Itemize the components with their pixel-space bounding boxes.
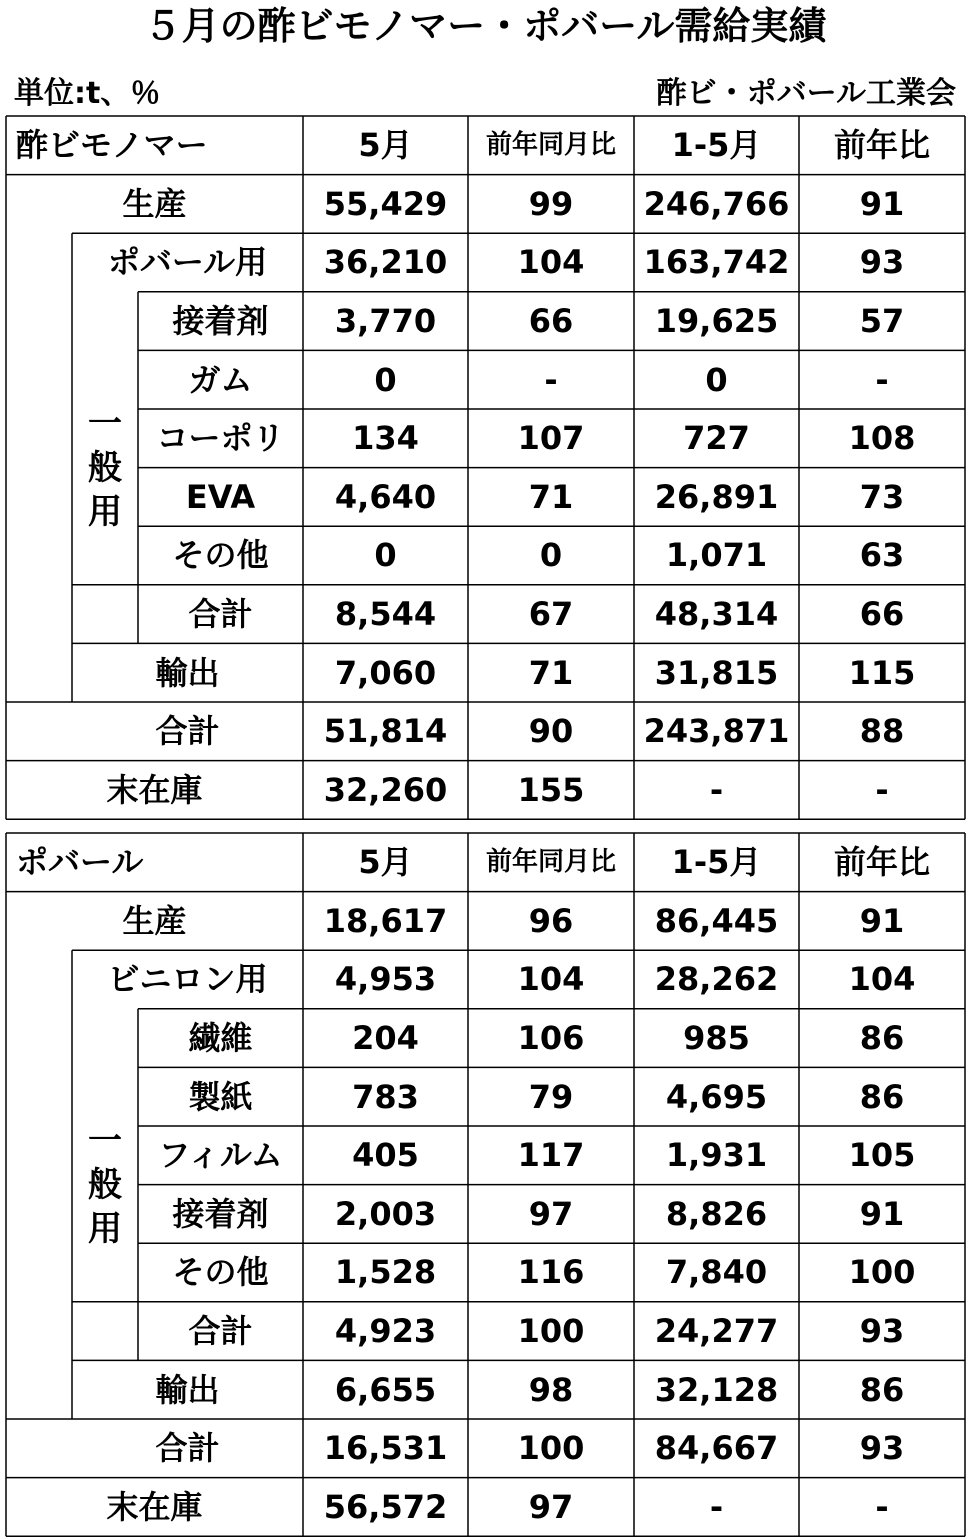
pva-row-value: 405: [352, 1136, 419, 1175]
vam-row-value: -: [875, 360, 889, 399]
vam-row-value: 32,260: [323, 770, 448, 809]
vam-row-value: 727: [683, 419, 750, 458]
pva-header-3: 前年比: [833, 843, 930, 882]
pva-header-2: 1-5月: [671, 843, 762, 882]
pva-row-value: 7,840: [665, 1253, 768, 1292]
pva-row-value: 985: [683, 1019, 750, 1058]
pva-row-value: 18,617: [323, 901, 448, 940]
pva-row-value: 86: [859, 1370, 905, 1409]
pva-row-value: 4,695: [665, 1077, 768, 1116]
vam-row-value: 71: [528, 477, 574, 516]
vam-group-label-char: 般: [88, 447, 122, 488]
pva-row-value: 204: [352, 1019, 419, 1058]
vam-row-value: 88: [859, 712, 905, 751]
pva-row-label: その他: [172, 1253, 269, 1292]
vam-row-value: 26,891: [654, 477, 779, 516]
vam-row-value: 51,814: [323, 712, 448, 751]
pva-row-value: 91: [859, 901, 905, 940]
pva-row-value: 32,128: [654, 1370, 779, 1409]
pva-row-label: 輸出: [155, 1370, 220, 1409]
vam-header-0: 5月: [358, 126, 413, 165]
pva-row-value: 117: [517, 1136, 585, 1175]
vam-row-value: 115: [848, 653, 916, 692]
vam-row-value: 0: [374, 536, 397, 575]
pva-row-value: 1,528: [334, 1253, 437, 1292]
vam-group-label-char: 一: [88, 403, 122, 444]
vam-row-label: コーポリ: [156, 419, 285, 458]
vam-row-value: 31,815: [654, 653, 779, 692]
pva-row-value: -: [709, 1487, 724, 1526]
pva-row-value: 100: [848, 1253, 916, 1292]
vam-row-label: その他: [172, 536, 269, 575]
vam-row-value: 66: [859, 595, 905, 634]
pva-row-value: 2,003: [334, 1194, 437, 1233]
vam-row-label: EVA: [185, 477, 256, 516]
vam-row-value: 246,766: [643, 184, 790, 223]
pva-row-value: 84,667: [654, 1429, 779, 1468]
vam-row-value: 163,742: [643, 243, 790, 282]
vam-header-2: 1-5月: [671, 126, 762, 165]
pva-row-value: 56,572: [323, 1487, 448, 1526]
pva-row-value: 86: [859, 1077, 905, 1116]
vam-row-value: 243,871: [643, 712, 790, 751]
vam-row-value: -: [544, 360, 558, 399]
pva-row-value: 105: [848, 1136, 916, 1175]
unit-label: 単位:t、％: [14, 76, 161, 111]
pva-row-value: 6,655: [334, 1370, 437, 1409]
pva-row-value: 79: [528, 1077, 574, 1116]
pva-row-value: 8,826: [665, 1194, 768, 1233]
vam-row-value: 55,429: [323, 184, 448, 223]
pva-row-value: 104: [517, 960, 585, 999]
vam-row-value: 90: [528, 712, 574, 751]
vam-row-value: 66: [528, 302, 574, 341]
vam-row-value: 8,544: [334, 595, 437, 634]
vam-row-value: 48,314: [654, 595, 779, 634]
pva-row-value: 86: [859, 1019, 905, 1058]
pva-group-label: [72, 1009, 138, 1361]
vam-row-value: 0: [705, 360, 728, 399]
pva-row-value: 116: [517, 1253, 585, 1292]
vam-header-3: 前年比: [833, 126, 930, 165]
pva-row-value: 783: [352, 1077, 419, 1116]
vam-row-label: ガム: [188, 360, 253, 399]
vam-row-value: 155: [517, 770, 585, 809]
pva-row-value: 86,445: [654, 901, 779, 940]
vam-row-label: 接着剤: [172, 302, 269, 341]
vam-row-value: 19,625: [654, 302, 779, 341]
vam-row-value: 4,640: [334, 477, 437, 516]
vam-group-label-char: 用: [88, 491, 122, 532]
pva-row-value: 100: [517, 1429, 585, 1468]
vam-row-value: 36,210: [323, 243, 448, 282]
vam-row-value: 108: [848, 419, 916, 458]
pva-group-label-char: 一: [88, 1120, 122, 1161]
vam-row-value: 1,071: [665, 536, 768, 575]
vam-header-1: 前年同月比: [485, 130, 616, 161]
pva-row-label: 合計: [188, 1312, 253, 1351]
vam-row-label: 合計: [188, 595, 253, 634]
vam-row-label: 輸出: [155, 653, 220, 692]
vam-row-label: ポバール用: [107, 243, 268, 282]
vam-row-value: 104: [517, 243, 585, 282]
pva-row-label: ビニロン用: [107, 960, 268, 999]
pva-group-label-char: 般: [88, 1164, 122, 1205]
vam-row-value: 57: [859, 302, 905, 341]
vam-row-value: 91: [859, 184, 905, 223]
pva-section-name: ポバール: [16, 843, 144, 882]
pva-row-label: 末在庫: [106, 1487, 203, 1526]
pva-row-label: 製紙: [188, 1077, 253, 1116]
vam-row-value: 0: [374, 360, 397, 399]
vam-row-value: 3,770: [334, 302, 437, 341]
pva-row-value: 104: [848, 960, 916, 999]
pva-row-value: 1,931: [665, 1136, 768, 1175]
vam-row-value: 7,060: [334, 653, 437, 692]
pva-row-value: 97: [528, 1194, 574, 1233]
vam-row-label: 合計: [155, 712, 220, 751]
pva-header-0: 5月: [358, 843, 413, 882]
vam-row-value: 134: [352, 419, 419, 458]
pva-row-value: 4,923: [334, 1312, 437, 1351]
pva-row-value: 96: [528, 901, 574, 940]
pva-row-value: -: [875, 1487, 889, 1526]
pva-row-label: 接着剤: [172, 1194, 269, 1233]
pva-row-value: 91: [859, 1194, 905, 1233]
page-title: ５月の酢ビモノマー・ポバール需給実績: [143, 4, 827, 48]
vam-row-value: 67: [528, 595, 574, 634]
pva-header-1: 前年同月比: [485, 847, 616, 878]
pva-row-label: フィルム: [158, 1136, 283, 1175]
pva-row-value: 98: [528, 1370, 574, 1409]
vam-row-value: -: [875, 770, 889, 809]
pva-row-label: 生産: [122, 901, 187, 940]
pva-row-value: 97: [528, 1487, 574, 1526]
organization-label: 酢ビ・ポバール工業会: [656, 76, 956, 111]
vam-row-value: 93: [859, 243, 905, 282]
pva-row-value: 24,277: [654, 1312, 779, 1351]
pva-group-label-char: 用: [88, 1208, 122, 1249]
vam-row-value: 71: [528, 653, 574, 692]
vam-row-value: 73: [859, 477, 905, 516]
vam-group-label: [72, 292, 138, 644]
pva-row-value: 16,531: [323, 1429, 448, 1468]
vam-row-label: 生産: [122, 184, 187, 223]
pva-row-value: 93: [859, 1429, 905, 1468]
vam-row-value: 107: [517, 419, 585, 458]
vam-row-value: -: [709, 770, 724, 809]
vam-row-value: 0: [539, 536, 563, 575]
pva-row-label: 繊維: [188, 1019, 253, 1058]
vam-section-name: 酢ビモノマー: [16, 126, 208, 165]
pva-row-value: 93: [859, 1312, 905, 1351]
vam-row-value: 63: [859, 536, 905, 575]
pva-row-value: 28,262: [654, 960, 779, 999]
pva-row-value: 100: [517, 1312, 585, 1351]
vam-row-label: 末在庫: [106, 770, 203, 809]
pva-row-label: 合計: [155, 1429, 220, 1468]
pva-row-value: 106: [517, 1019, 585, 1058]
pva-row-value: 4,953: [334, 960, 437, 999]
vam-row-value: 99: [528, 184, 574, 223]
